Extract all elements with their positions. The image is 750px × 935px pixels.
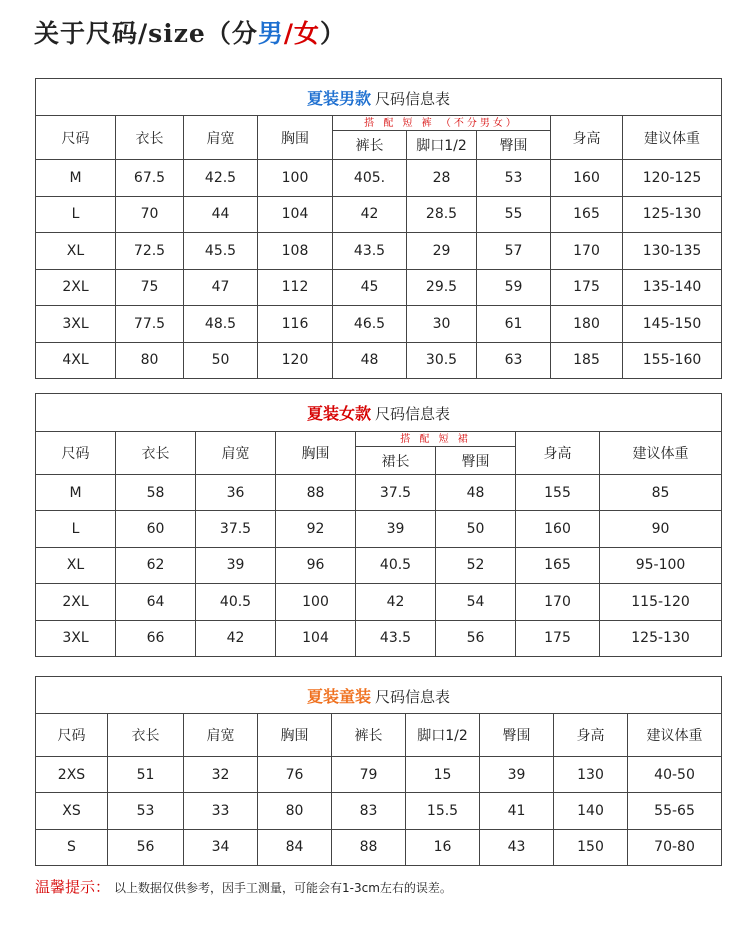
table-cell: XL bbox=[36, 547, 116, 583]
table-cell: 130-135 bbox=[623, 233, 722, 270]
women-size-table bbox=[35, 393, 722, 657]
table-cell: 116 bbox=[258, 306, 333, 343]
table-cell: 48.5 bbox=[184, 306, 258, 343]
kids-header-cell: 建议体重 bbox=[628, 714, 722, 757]
table-cell: XS bbox=[36, 793, 108, 829]
kids-table-caption bbox=[36, 677, 722, 714]
table-cell: 108 bbox=[258, 233, 333, 270]
table-cell: 50 bbox=[184, 342, 258, 379]
table-cell: L bbox=[36, 196, 116, 233]
women-table-caption bbox=[36, 394, 722, 432]
table-cell: 54 bbox=[436, 584, 516, 620]
table-cell: 39 bbox=[196, 547, 276, 583]
men-header-cell: 裤长 bbox=[333, 131, 407, 160]
table-cell: 104 bbox=[258, 196, 333, 233]
page-title bbox=[34, 14, 346, 50]
table-cell: 140 bbox=[554, 793, 628, 829]
table-cell: 83 bbox=[332, 793, 406, 829]
title-male: 男 bbox=[257, 19, 284, 48]
kids-header-cell: 衣长 bbox=[108, 714, 184, 757]
table-cell: 170 bbox=[551, 233, 623, 270]
table-cell: 45 bbox=[333, 269, 407, 306]
kids-caption-rest: 尺码信息表 bbox=[375, 687, 451, 706]
table-row bbox=[36, 793, 722, 829]
table-cell: 58 bbox=[116, 475, 196, 511]
table-cell: 29 bbox=[407, 233, 477, 270]
title-paren-close: ） bbox=[320, 19, 347, 48]
table-cell: 79 bbox=[332, 757, 406, 793]
table-cell: 64 bbox=[116, 584, 196, 620]
table-cell: 51 bbox=[108, 757, 184, 793]
kids-header-cell: 肩宽 bbox=[184, 714, 258, 757]
table-cell: 165 bbox=[516, 547, 600, 583]
table-row bbox=[36, 342, 722, 379]
kids-header-cell: 身高 bbox=[554, 714, 628, 757]
table-cell: 100 bbox=[276, 584, 356, 620]
table-cell: 47 bbox=[184, 269, 258, 306]
table-cell: 96 bbox=[276, 547, 356, 583]
table-row bbox=[36, 233, 722, 270]
men-caption-rest: 尺码信息表 bbox=[375, 89, 451, 108]
table-cell: 125-130 bbox=[600, 620, 722, 656]
men-header-cell: 建议体重 bbox=[623, 116, 722, 160]
table-row bbox=[36, 620, 722, 656]
table-cell: 53 bbox=[477, 160, 551, 197]
women-group-label: 搭 配 短 裙 bbox=[400, 434, 471, 445]
table-cell: 100 bbox=[258, 160, 333, 197]
table-cell: 32 bbox=[184, 757, 258, 793]
table-cell: 59 bbox=[477, 269, 551, 306]
table-row bbox=[36, 511, 722, 547]
table-cell: 66 bbox=[116, 620, 196, 656]
table-cell: 43.5 bbox=[333, 233, 407, 270]
men-header-cell: 尺码 bbox=[36, 116, 116, 160]
table-cell: 43.5 bbox=[356, 620, 436, 656]
table-cell: 85 bbox=[600, 475, 722, 511]
table-cell: 88 bbox=[332, 829, 406, 865]
table-cell: M bbox=[36, 160, 116, 197]
table-cell: 3XL bbox=[36, 620, 116, 656]
table-row bbox=[36, 269, 722, 306]
men-group-label: 搭 配 短 裤 （不分男女） bbox=[364, 118, 519, 129]
table-cell: 70 bbox=[116, 196, 184, 233]
table-cell: 405. bbox=[333, 160, 407, 197]
table-cell: 37.5 bbox=[356, 475, 436, 511]
table-cell: 37.5 bbox=[196, 511, 276, 547]
table-cell: 75 bbox=[116, 269, 184, 306]
table-cell: 90 bbox=[600, 511, 722, 547]
men-header-cell: 胸围 bbox=[258, 116, 333, 160]
title-paren-open: （ bbox=[205, 19, 232, 48]
table-cell: 34 bbox=[184, 829, 258, 865]
men-table-caption bbox=[36, 79, 722, 116]
table-cell: 43 bbox=[480, 829, 554, 865]
women-group-header bbox=[356, 432, 516, 447]
table-cell: 61 bbox=[477, 306, 551, 343]
note-text: 以上数据仅供参考，因手工测量，可能会有1-3cm左右的误差。 bbox=[114, 881, 452, 895]
note-label: 温馨提示： bbox=[35, 878, 111, 896]
title-slash-red: / bbox=[283, 19, 295, 48]
kids-size-table bbox=[35, 676, 722, 866]
table-cell: 30 bbox=[407, 306, 477, 343]
table-cell: 46.5 bbox=[333, 306, 407, 343]
table-cell: 104 bbox=[276, 620, 356, 656]
table-cell: 62 bbox=[116, 547, 196, 583]
table-cell: 57 bbox=[477, 233, 551, 270]
table-cell: 92 bbox=[276, 511, 356, 547]
table-cell: 42 bbox=[196, 620, 276, 656]
kids-header-cell: 脚口1/2 bbox=[406, 714, 480, 757]
table-cell: 145-150 bbox=[623, 306, 722, 343]
table-cell: 130 bbox=[554, 757, 628, 793]
table-cell: 60 bbox=[116, 511, 196, 547]
table-cell: M bbox=[36, 475, 116, 511]
table-cell: 45.5 bbox=[184, 233, 258, 270]
table-cell: 80 bbox=[116, 342, 184, 379]
table-cell: 55 bbox=[477, 196, 551, 233]
table-cell: 70-80 bbox=[628, 829, 722, 865]
table-cell: S bbox=[36, 829, 108, 865]
table-cell: 175 bbox=[516, 620, 600, 656]
title-female: 女 bbox=[294, 19, 321, 48]
table-cell: 33 bbox=[184, 793, 258, 829]
table-cell: 2XL bbox=[36, 584, 116, 620]
table-cell: 3XL bbox=[36, 306, 116, 343]
women-header-cell: 建议体重 bbox=[600, 432, 722, 475]
table-cell: 55-65 bbox=[628, 793, 722, 829]
table-cell: 42.5 bbox=[184, 160, 258, 197]
table-cell: 77.5 bbox=[116, 306, 184, 343]
title-slash: / bbox=[138, 19, 149, 48]
kids-header-cell: 胸围 bbox=[258, 714, 332, 757]
table-cell: 180 bbox=[551, 306, 623, 343]
table-row bbox=[36, 160, 722, 197]
table-cell: 56 bbox=[436, 620, 516, 656]
table-cell: 112 bbox=[258, 269, 333, 306]
table-cell: 40-50 bbox=[628, 757, 722, 793]
table-cell: 41 bbox=[480, 793, 554, 829]
table-cell: 44 bbox=[184, 196, 258, 233]
table-cell: 29.5 bbox=[407, 269, 477, 306]
table-row bbox=[36, 196, 722, 233]
table-cell: 2XS bbox=[36, 757, 108, 793]
table-cell: 50 bbox=[436, 511, 516, 547]
men-header-cell: 脚口1/2 bbox=[407, 131, 477, 160]
kids-header-cell: 尺码 bbox=[36, 714, 108, 757]
title-fen: 分 bbox=[231, 19, 258, 48]
table-cell: 115-120 bbox=[600, 584, 722, 620]
table-cell: 88 bbox=[276, 475, 356, 511]
table-row bbox=[36, 306, 722, 343]
title-prefix: 关于尺码 bbox=[34, 19, 139, 48]
table-cell: 42 bbox=[356, 584, 436, 620]
table-cell: 16 bbox=[406, 829, 480, 865]
kids-header-cell: 裤长 bbox=[332, 714, 406, 757]
women-caption-accent: 夏装女款 bbox=[307, 404, 372, 423]
footer-note bbox=[35, 876, 452, 897]
table-cell: 76 bbox=[258, 757, 332, 793]
men-size-table bbox=[35, 78, 722, 379]
table-cell: 165 bbox=[551, 196, 623, 233]
table-cell: 56 bbox=[108, 829, 184, 865]
table-cell: 120-125 bbox=[623, 160, 722, 197]
table-row bbox=[36, 547, 722, 583]
table-cell: 48 bbox=[436, 475, 516, 511]
table-cell: 120 bbox=[258, 342, 333, 379]
table-cell: 175 bbox=[551, 269, 623, 306]
table-cell: 40.5 bbox=[196, 584, 276, 620]
table-cell: 39 bbox=[480, 757, 554, 793]
table-cell: 53 bbox=[108, 793, 184, 829]
women-header-cell: 身高 bbox=[516, 432, 600, 475]
table-cell: 170 bbox=[516, 584, 600, 620]
table-cell: 15.5 bbox=[406, 793, 480, 829]
men-header-cell: 肩宽 bbox=[184, 116, 258, 160]
table-cell: 155 bbox=[516, 475, 600, 511]
women-header-cell: 裙长 bbox=[356, 447, 436, 475]
table-cell: 4XL bbox=[36, 342, 116, 379]
table-cell: 135-140 bbox=[623, 269, 722, 306]
table-cell: XL bbox=[36, 233, 116, 270]
kids-header-cell: 臀围 bbox=[480, 714, 554, 757]
women-header-cell: 衣长 bbox=[116, 432, 196, 475]
table-cell: 150 bbox=[554, 829, 628, 865]
table-row bbox=[36, 475, 722, 511]
table-cell: 40.5 bbox=[356, 547, 436, 583]
table-cell: L bbox=[36, 511, 116, 547]
table-cell: 155-160 bbox=[623, 342, 722, 379]
table-cell: 42 bbox=[333, 196, 407, 233]
women-caption-rest: 尺码信息表 bbox=[375, 405, 451, 423]
title-size: size bbox=[148, 19, 206, 48]
table-cell: 84 bbox=[258, 829, 332, 865]
table-cell: 28.5 bbox=[407, 196, 477, 233]
men-group-header bbox=[333, 116, 551, 131]
women-header-cell: 胸围 bbox=[276, 432, 356, 475]
table-cell: 160 bbox=[551, 160, 623, 197]
women-header-cell: 肩宽 bbox=[196, 432, 276, 475]
table-cell: 185 bbox=[551, 342, 623, 379]
table-cell: 52 bbox=[436, 547, 516, 583]
men-caption-accent: 夏装男款 bbox=[307, 88, 372, 108]
table-cell: 63 bbox=[477, 342, 551, 379]
table-cell: 160 bbox=[516, 511, 600, 547]
table-cell: 95-100 bbox=[600, 547, 722, 583]
kids-caption-accent: 夏装童装 bbox=[307, 686, 372, 706]
table-cell: 2XL bbox=[36, 269, 116, 306]
men-header-cell: 臀围 bbox=[477, 131, 551, 160]
table-cell: 30.5 bbox=[407, 342, 477, 379]
table-cell: 125-130 bbox=[623, 196, 722, 233]
table-cell: 67.5 bbox=[116, 160, 184, 197]
men-header-cell: 衣长 bbox=[116, 116, 184, 160]
table-cell: 15 bbox=[406, 757, 480, 793]
table-row bbox=[36, 757, 722, 793]
table-cell: 48 bbox=[333, 342, 407, 379]
table-cell: 39 bbox=[356, 511, 436, 547]
table-row bbox=[36, 584, 722, 620]
women-header-cell: 尺码 bbox=[36, 432, 116, 475]
women-header-cell: 臀围 bbox=[436, 447, 516, 475]
table-cell: 80 bbox=[258, 793, 332, 829]
table-cell: 36 bbox=[196, 475, 276, 511]
men-header-cell: 身高 bbox=[551, 116, 623, 160]
table-cell: 28 bbox=[407, 160, 477, 197]
table-cell: 72.5 bbox=[116, 233, 184, 270]
table-row bbox=[36, 829, 722, 865]
